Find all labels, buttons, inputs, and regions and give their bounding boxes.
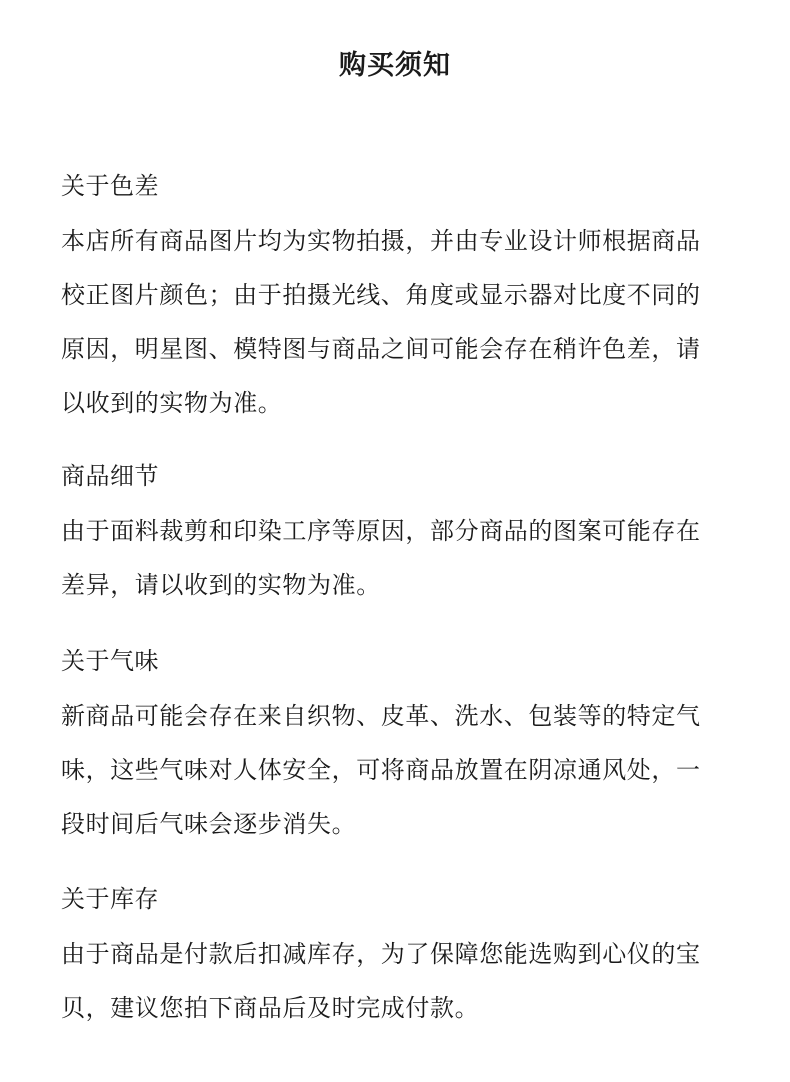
section-body bbox=[61, 689, 733, 851]
section-heading: 商品细节 bbox=[61, 462, 159, 490]
section-body bbox=[61, 504, 733, 612]
body-line: 校正图片颜色；由于拍摄光线、角度或显示器对比度不同的 bbox=[61, 281, 701, 309]
body-line: 新商品可能会存在来自织物、皮革、洗水、包装等的特定气 bbox=[61, 702, 701, 730]
section-body bbox=[61, 927, 733, 1035]
body-line: 味，这些气味对人体安全，可将商品放置在阴凉通风处，一 bbox=[61, 756, 701, 784]
section-heading: 关于库存 bbox=[61, 885, 159, 913]
body-line: 段时间后气味会逐步消失。 bbox=[61, 810, 357, 838]
section-product-details bbox=[61, 460, 733, 612]
body-line: 差异，请以收到的实物为准。 bbox=[61, 571, 381, 599]
section-odor bbox=[61, 645, 733, 851]
page-title: 购买须知 bbox=[339, 50, 451, 81]
body-line: 由于商品是付款后扣减库存，为了保障您能选购到心仪的宝 bbox=[61, 940, 701, 968]
body-line: 贝，建议您拍下商品后及时完成付款。 bbox=[61, 994, 480, 1022]
section-heading: 关于气味 bbox=[61, 647, 159, 675]
section-color-difference bbox=[61, 170, 733, 430]
section-heading: 关于色差 bbox=[61, 172, 159, 200]
body-line: 由于面料裁剪和印染工序等原因，部分商品的图案可能存在 bbox=[61, 517, 701, 545]
section-body bbox=[61, 214, 733, 430]
body-line: 本店所有商品图片均为实物拍摄，并由专业设计师根据商品 bbox=[61, 227, 701, 255]
body-line: 原因，明星图、模特图与商品之间可能会存在稍许色差，请 bbox=[61, 335, 701, 363]
section-inventory bbox=[61, 883, 733, 1035]
body-line: 以收到的实物为准。 bbox=[61, 389, 283, 417]
